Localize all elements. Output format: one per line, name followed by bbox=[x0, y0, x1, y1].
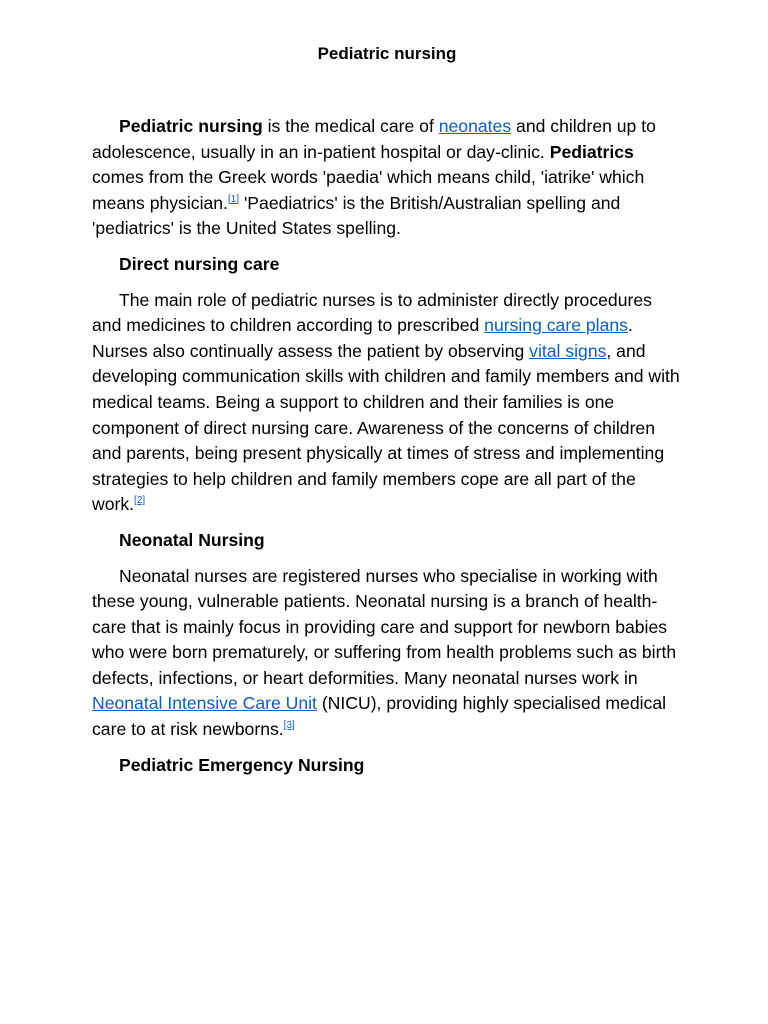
citation-link-2[interactable]: [2] bbox=[134, 495, 146, 507]
link-nursing-care-plans[interactable]: nursing care plans bbox=[484, 315, 628, 336]
heading-neonatal-nursing: Neonatal Nursing bbox=[119, 529, 265, 550]
intro-text-3: comes from the Greek words 'paedia' which means child, 'iatrike' which means physician. bbox=[92, 167, 645, 213]
intro-text-1: is the medical care of bbox=[262, 116, 439, 136]
citation-link-3[interactable]: [3] bbox=[283, 720, 295, 732]
document-title: Pediatric nursing bbox=[317, 44, 457, 63]
intro-paragraph bbox=[92, 114, 682, 242]
neonatal-paragraph bbox=[92, 564, 682, 743]
document-page bbox=[92, 40, 682, 788]
direct-care-paragraph bbox=[92, 288, 682, 518]
intro-text-2: and children up to adolescence, usually in an in-patient hospital or day-clinic. bbox=[92, 116, 656, 162]
heading-direct-nursing-care: Direct nursing care bbox=[119, 253, 280, 274]
citation-2 bbox=[134, 495, 145, 506]
direct-text-1: The main role of pediatric nurses is to administer directly procedures and medicines to children according to prescribed bbox=[92, 289, 652, 336]
link-vital-signs[interactable]: vital signs bbox=[529, 340, 607, 361]
neonatal-text-1: Neonatal nurses are registered nurses who specialise in working with these young, vulnerable patients. Neonatal nursing is a branch of health-care that is mainly focus in providing care and support for newborn babies who were born prematurely, or suffering from health problems such as birth defects, infections, or heart deformities. Many neonatal nurses work in bbox=[92, 565, 677, 688]
intro-bold-term: Pediatric nursing bbox=[119, 116, 263, 136]
citation-link-1[interactable]: [1] bbox=[227, 193, 240, 205]
heading-pediatric-emergency-nursing: Pediatric Emergency Nursing bbox=[119, 754, 365, 775]
direct-text-2: . Nurses also continually assess the patient by observing bbox=[92, 315, 633, 361]
link-nicu[interactable]: Neonatal Intensive Care Unit bbox=[92, 693, 317, 714]
intro-bold-pediatrics: Pediatrics bbox=[549, 141, 634, 162]
intro-text-4: 'Paediatrics' is the British/Australian spelling and 'pediatrics' is the United States spelling. bbox=[92, 192, 621, 239]
citation-3 bbox=[284, 720, 295, 731]
neonatal-text-2: (NICU), providing highly specialised medical care to at risk newborns. bbox=[92, 693, 667, 740]
direct-text-3: , and developing communication skills with children and family members and with medical teams. Being a support to children and their families is one component of direct nursing care. Awareness of the concerns of children and parents, being present physically at times of stress and implementing strategies to help children and family members cope are all part of the work. bbox=[92, 340, 680, 515]
citation-1 bbox=[228, 194, 239, 205]
link-neonates[interactable]: neonates bbox=[438, 116, 512, 136]
